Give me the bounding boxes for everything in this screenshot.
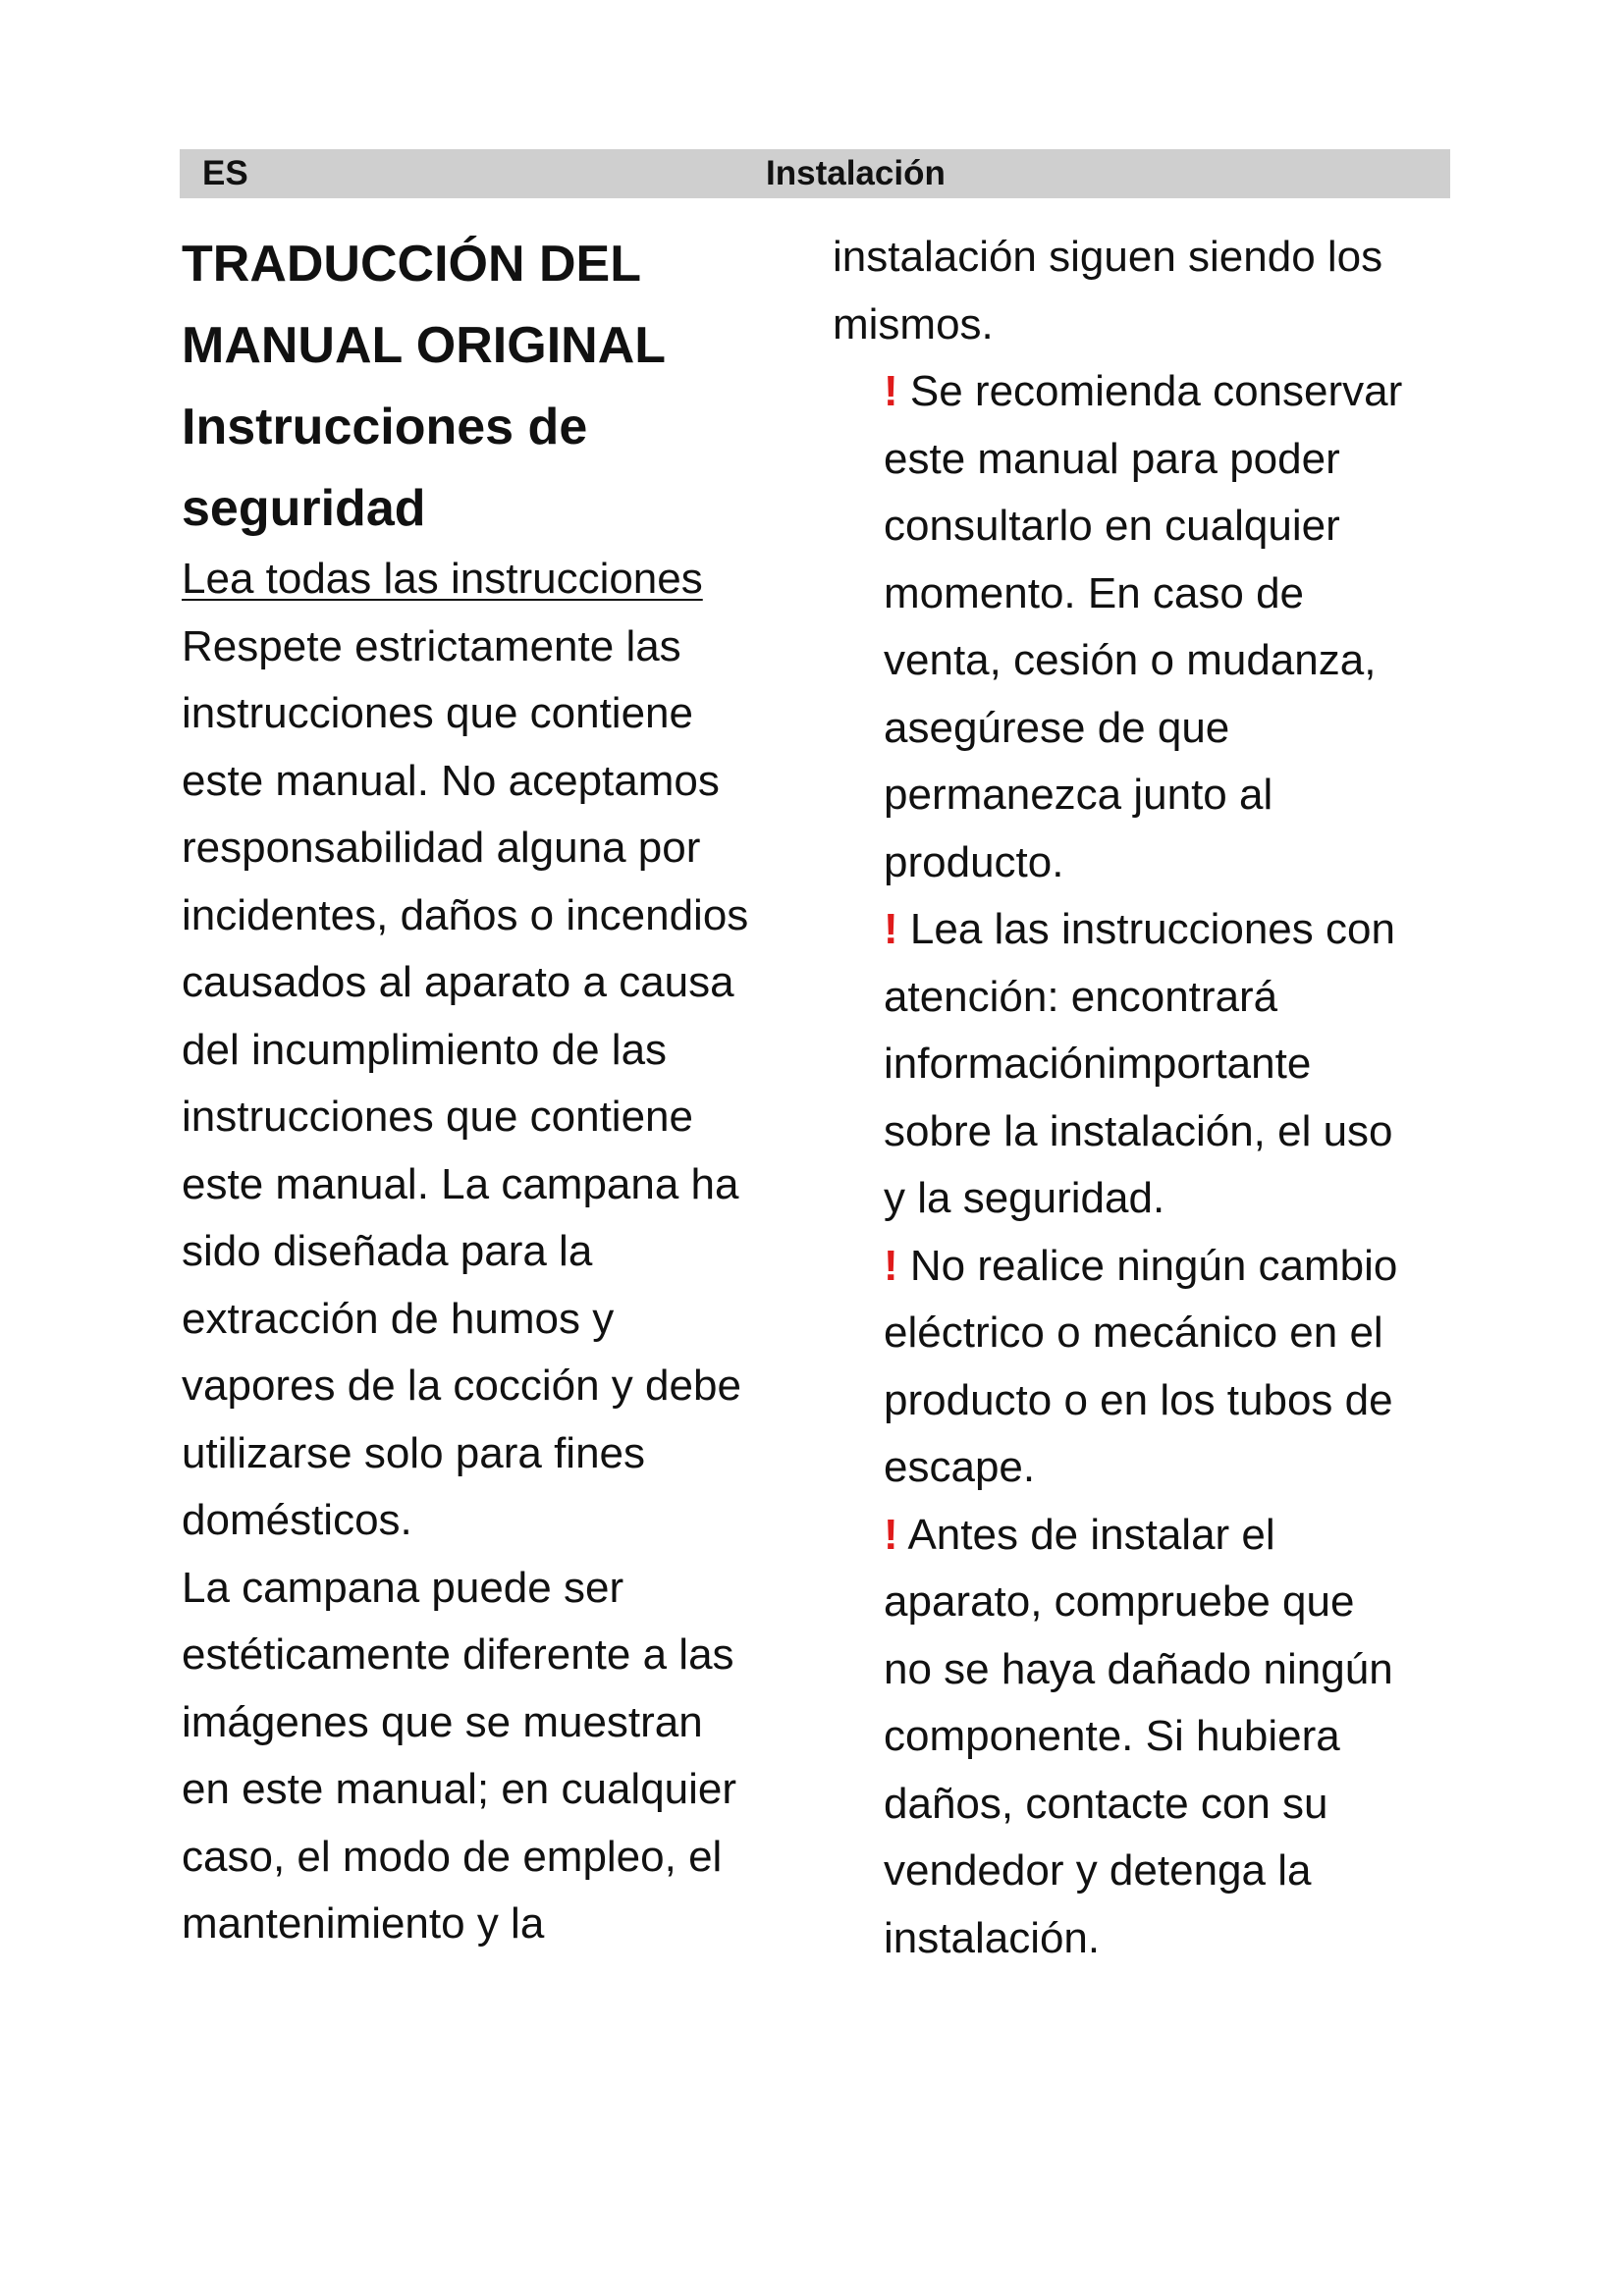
text-line: imágenes que se muestran xyxy=(182,1697,703,1746)
text-line: del incumplimiento de las xyxy=(182,1025,668,1074)
text-line: este manual para poder xyxy=(884,434,1340,483)
title-line: Instrucciones de xyxy=(182,399,588,455)
left-column xyxy=(182,224,810,1958)
text-line: escape. xyxy=(884,1443,1036,1491)
exclamation-icon: ! xyxy=(884,367,898,415)
text-line: este manual. No aceptamos xyxy=(182,756,720,805)
text-line: no se haya dañado ningún xyxy=(884,1644,1393,1693)
text-line: estéticamente diferente a las xyxy=(182,1630,734,1679)
exclamation-icon: ! xyxy=(884,1241,898,1290)
text-line: sobre la instalación, el uso xyxy=(884,1106,1393,1155)
text-line: causados al aparato a causa xyxy=(182,958,734,1006)
text-line: este manual. La campana ha xyxy=(182,1159,739,1208)
exclamation-icon: ! xyxy=(884,1510,898,1559)
text-line: domésticos. xyxy=(182,1496,412,1544)
text-line: Lea las instrucciones con xyxy=(909,905,1395,953)
text-line: No realice ningún cambio xyxy=(909,1241,1398,1290)
text-line: instrucciones que contiene xyxy=(182,1093,693,1141)
text-line: componente. Si hubiera xyxy=(884,1712,1340,1760)
text-line: eléctrico o mecánico en el xyxy=(884,1308,1383,1357)
text-line: sido diseñada para la xyxy=(182,1227,593,1275)
text-line: instalación siguen siendo los xyxy=(833,233,1383,281)
text-line: daños, contacte con su xyxy=(884,1779,1328,1828)
text-line: producto o en los tubos de xyxy=(884,1375,1393,1424)
text-line: y la seguridad. xyxy=(884,1174,1165,1222)
text-line: extracción de humos y xyxy=(182,1294,615,1343)
text-line: asegúrese de que xyxy=(884,703,1230,752)
text-line: responsabilidad alguna por xyxy=(182,824,701,872)
text-line: en este manual; en cualquier xyxy=(182,1765,737,1813)
text-line: venta, cesión o mudanza, xyxy=(884,636,1377,684)
text-line: vapores de la cocción y debe xyxy=(182,1362,741,1410)
text-line: instrucciones que contiene xyxy=(182,689,693,737)
text-line: vendedor y detenga la xyxy=(884,1846,1312,1895)
text-line: Antes de instalar el xyxy=(907,1510,1275,1559)
warning-3 xyxy=(833,1233,1461,1502)
language-code: ES xyxy=(202,154,248,192)
text-line: momento. En caso de xyxy=(884,568,1305,617)
text-line: instalación. xyxy=(884,1913,1101,1962)
exclamation-icon: ! xyxy=(884,905,898,953)
text-line: La campana puede ser xyxy=(182,1563,624,1612)
text-line: incidentes, daños o incendios xyxy=(182,890,749,939)
text-line: permanezca junto al xyxy=(884,771,1273,819)
text-line: informaciónimportante xyxy=(884,1040,1312,1088)
right-column xyxy=(833,224,1461,1972)
title-line: TRADUCCIÓN DEL xyxy=(182,236,641,293)
warning-2 xyxy=(833,896,1461,1233)
section-title: Instalación xyxy=(766,154,946,192)
text-line: producto. xyxy=(884,837,1064,886)
text-line: mismos. xyxy=(833,299,994,348)
text-line: utilizarse solo para fines xyxy=(182,1428,646,1477)
title-line: seguridad xyxy=(182,480,426,537)
warning-4 xyxy=(833,1502,1461,1973)
text-line: caso, el modo de empleo, el xyxy=(182,1832,723,1881)
text-line: consultarlo en cualquier xyxy=(884,502,1340,550)
page-title xyxy=(182,224,810,550)
header-bar xyxy=(180,149,1450,198)
text-line: aparato, compruebe que xyxy=(884,1577,1355,1626)
continuation-paragraph xyxy=(833,224,1461,358)
paragraph-1 xyxy=(182,614,810,1555)
text-line: mantenimiento y la xyxy=(182,1899,545,1948)
text-line: Respete estrictamente las xyxy=(182,621,681,670)
paragraph-2 xyxy=(182,1555,810,1958)
title-line: MANUAL ORIGINAL xyxy=(182,317,667,374)
subheading: Lea todas las instrucciones xyxy=(182,555,703,603)
warning-1 xyxy=(833,358,1461,896)
text-line: Se recomienda conservar xyxy=(909,367,1403,415)
text-line: atención: encontrará xyxy=(884,972,1278,1021)
